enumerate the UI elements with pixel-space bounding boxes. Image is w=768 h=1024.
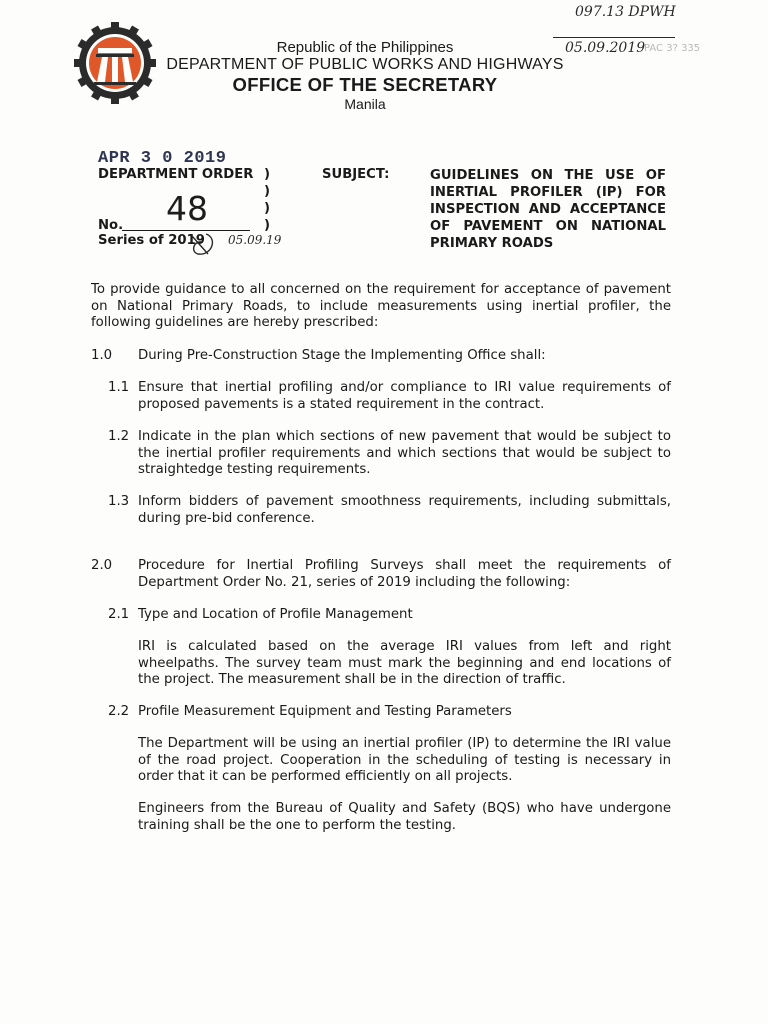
- number-underline: [122, 230, 250, 231]
- subsection-title: Type and Location of Profile Management: [138, 607, 413, 622]
- handwritten-reference: 097.13 DPWH: [575, 4, 676, 20]
- bracket: ): [264, 218, 271, 233]
- subject-line: PRIMARY ROADS: [430, 236, 554, 251]
- section-number: 1.0: [91, 348, 113, 363]
- subsection-number: 1.2: [108, 429, 130, 444]
- subsection-paragraph: The Department will be using an inertial profiler (IP) to determine the IRI value of the road project. Cooperation in the scheduling of testing is necessary in order that it can be performed efficiently on all projects.: [138, 736, 671, 785]
- series-label: Series of 2019: [98, 233, 205, 248]
- signature-scribble-icon: [188, 228, 228, 260]
- department-order-label: DEPARTMENT ORDER: [98, 167, 254, 182]
- bracket: ): [264, 201, 271, 216]
- bracket: ): [264, 184, 271, 199]
- bracket: ): [264, 167, 271, 182]
- subsection-number: 2.2: [108, 704, 130, 719]
- date-stamp: APR 3 0 2019: [98, 149, 227, 168]
- department-name: DEPARTMENT OF PUBLIC WORKS AND HIGHWAYS: [166, 56, 564, 73]
- section-text: During Pre-Construction Stage the Implementing Office shall:: [138, 348, 546, 363]
- subject-text: [430, 167, 666, 252]
- subsection-text: Indicate in the plan which sections of new pavement that would be subject to the inertial profiler requirements and which sections that would be subject to straightedge testing requirements.: [138, 429, 671, 478]
- subject-line: INERTIAL PROFILER (IP) FOR: [430, 185, 666, 200]
- republic-line: Republic of the Philippines: [276, 39, 454, 56]
- number-label: No.: [98, 218, 124, 233]
- subject-line: INSPECTION AND ACCEPTANCE: [430, 202, 666, 217]
- handwritten-date: 05.09.2019: [565, 40, 646, 56]
- series-handwritten-date: 05.09.19: [228, 233, 282, 247]
- faint-mark: PAC 3? 335: [644, 43, 701, 54]
- subsection-number: 1.3: [108, 494, 130, 509]
- subsection-number: 1.1: [108, 380, 130, 395]
- subject-line: OF PAVEMENT ON NATIONAL: [430, 219, 666, 234]
- city-name: Manila: [344, 96, 386, 112]
- subject-line: GUIDELINES ON THE USE OF: [430, 168, 666, 183]
- section-text: Procedure for Inertial Profiling Surveys shall meet the requirements of Department Order No. 21, series of 2019 including the following:: [138, 558, 671, 590]
- subsection-number: 2.1: [108, 607, 130, 622]
- subject-label: SUBJECT:: [322, 167, 390, 182]
- subsection-paragraph: IRI is calculated based on the average IRI values from left and right wheelpaths. The survey team must mark the beginning and end locations of the project. The measurement shall be in the direction of traffic.: [138, 639, 671, 688]
- section-number: 2.0: [91, 558, 113, 573]
- office-title: OFFICE OF THE SECRETARY: [232, 74, 498, 95]
- order-number: 48: [166, 189, 208, 228]
- subsection-paragraph: Engineers from the Bureau of Quality and Safety (BQS) who have undergone training shall be the one to perform the testing.: [138, 801, 671, 833]
- annotation-underline: [553, 37, 675, 38]
- intro-paragraph: To provide guidance to all concerned on the requirement for acceptance of pavement on National Primary Roads, to include measurements using inertial profiler, the following guidelines are hereby prescribed:: [91, 282, 671, 331]
- subsection-text: Ensure that inertial profiling and/or compliance to IRI value requirements of proposed pavements is a stated requirement in the contract.: [138, 380, 671, 412]
- subsection-title: Profile Measurement Equipment and Testing Parameters: [138, 704, 512, 719]
- subsection-text: Inform bidders of pavement smoothness requirements, including submittals, during pre-bid conference.: [138, 494, 671, 526]
